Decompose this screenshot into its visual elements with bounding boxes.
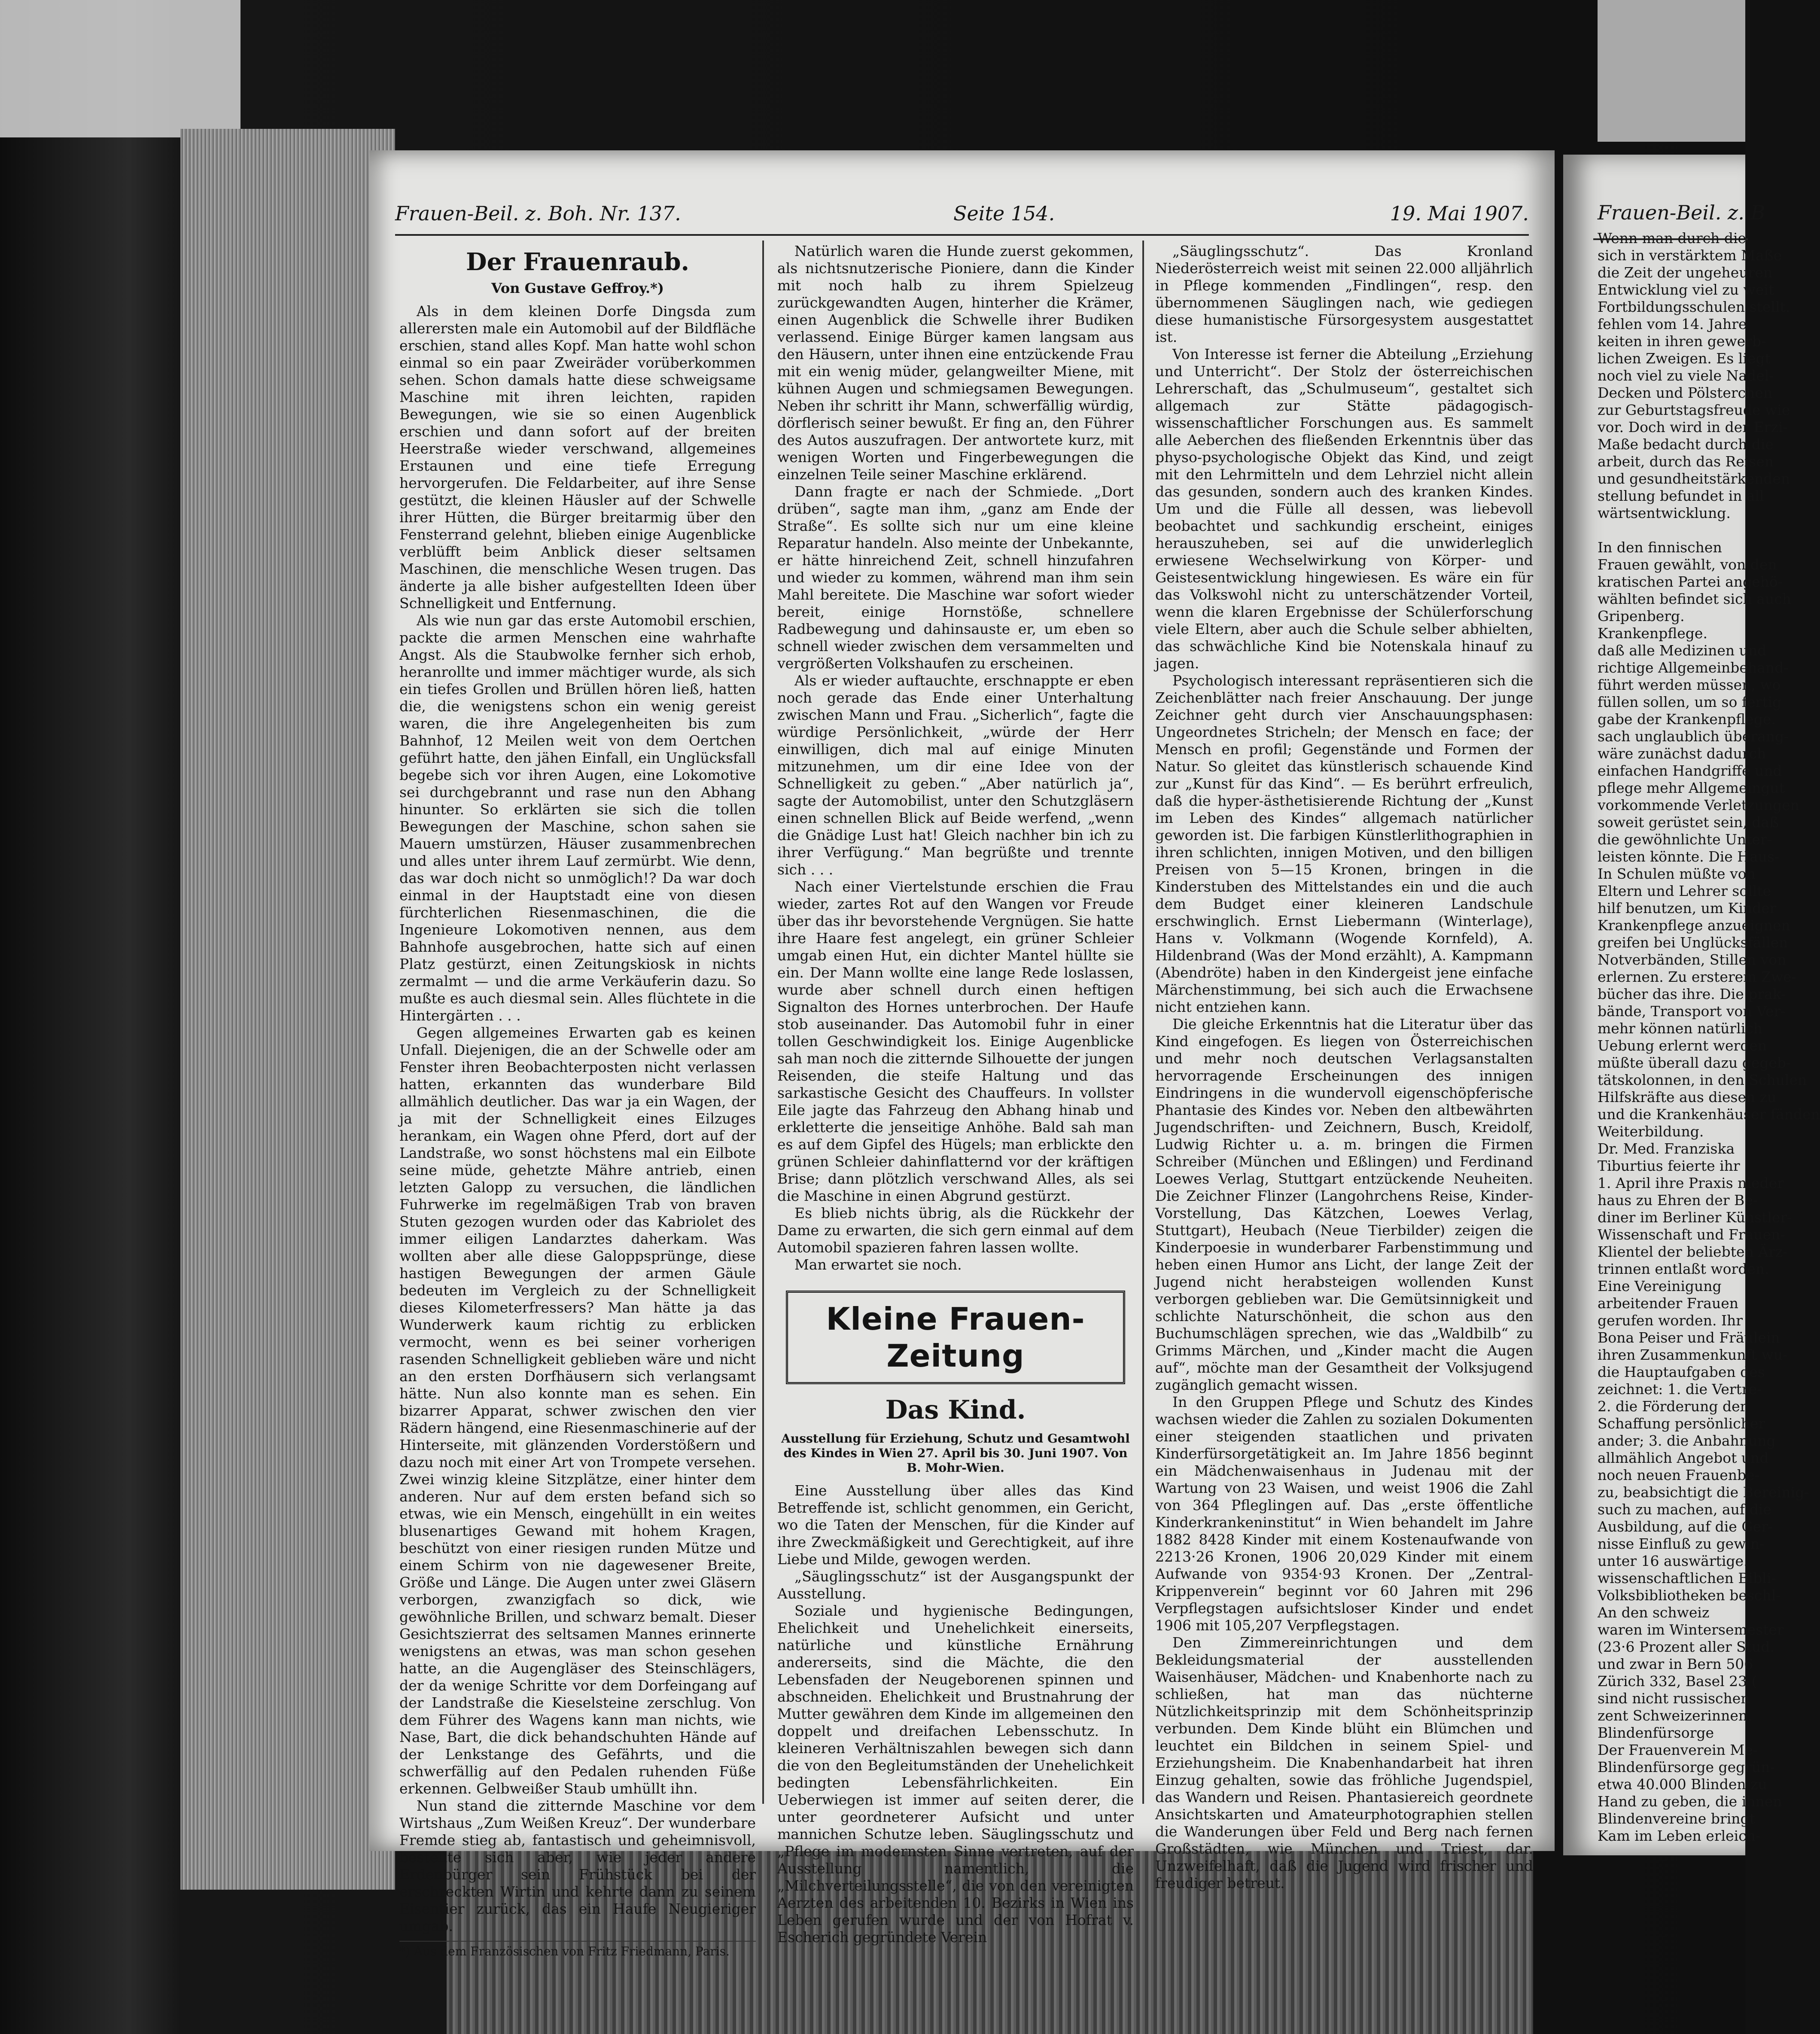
next-page-line: noch neuen Frauenbe- [1598, 1467, 1759, 1483]
next-page-line: Tiburtius feierte ihr [1598, 1157, 1740, 1174]
next-page-line: Blindenfürsorge gegrün- [1598, 1759, 1775, 1775]
next-page-line: leisten könnte. Die Haus- [1598, 848, 1780, 865]
paragraph: Soziale und hygienische Bedingungen, Ehelichkeit und Unehelichkeit einerseits, natürliche und künstliche Ernährung andererseits, sind die Mächte, die den Lebensfaden der Neugeborenen spinnen und abschneiden. Ehelichkeit und Brustnahrung der Mutter gewähren dem Kinde im allgemeinen den doppelt und dreifachen Lebensschutz. In kleineren Verhältniszahlen bewegen sich dann die von den Begleitumständen der Unehelichkeit bedingten Lebensfährlichkeiten. Ein Ueberwiegen ist immer auf seiten derer, die unter geordneterer Aufsicht und unter mannichen Schutze leben. Säuglingsschutz und „Pflege im modernsten Sinne vertreten, auf der Ausstellung namentlich, die „Milchverteilungsstelle“, die von den vereinigten Aerzten des arbeitenden 10. Bezirks in Wien ins Leben gerufen wurde und der von Hofrat v. Escherich gegründete Verein [777, 1602, 1134, 1946]
next-page-line: Decken und Pölsterchen [1598, 384, 1773, 401]
article-subtitle: Ausstellung für Erziehung, Schutz und Gesamtwohl des Kindes in Wien 27. April bis 30. Juni 1907. Von B. Mohr-Wien. [781, 1431, 1130, 1475]
next-page-line: Blindenfürsorge [1598, 1724, 1714, 1741]
next-page-line: Uebung erlernt werden [1598, 1037, 1767, 1054]
paragraph: Als in dem kleinen Dorfe Dingsda zum allerersten male ein Automobil auf der Bildfläche erschien, stand alles Kopf. Man hatte wohl schon einmal so ein paar Zweiräder vorüberkommen sehen. Schon damals hatte diese schweigsame Maschine mit ihren leichten, rapiden Bewegungen, wie sie so einen Augenblick erschien und dann sofort auf der breiten Heerstraße wieder verschwand, allgemeines Erstaunen und eine tiefe Erregung hervorgerufen. Die Feldarbeiter, auf ihre Sense gestützt, die kleinen Häusler auf der Schwelle ihrer Hütten, die Bürger breitarmig über den Fensterrand gelehnt, blieben einige Augenblicke verblüfft beim Anblick dieser seltsamen Maschinen, die menschliche Wesen trugen. Das änderte ja alle bisher aufgestellten Ideen über Schnelligkeit und Entfernung. [399, 303, 756, 612]
next-page-line: Bona Peiser und Fräulein [1598, 1329, 1780, 1346]
next-page-line: Gripenberg. [1598, 608, 1685, 624]
next-page-line: die gewöhnlichte Unter- [1598, 831, 1772, 848]
paragraph: Von Interesse ist ferner die Abteilung „Erziehung und Unterricht“. Der Stolz der österreichischen Lehrerschaft, das „Schulmuseum“, gestaltet sich allgemach zur Stätte pädagogisch-wissenschaftlicher Forschungen aus. Es sammelt alle Aeberchen des fließenden Erkenntnis über das physo-psychologische Objekt das Kind, und zeigt mit den Lehrmitteln und dem Lehrziel nicht allein das gesunden, sondern auch des kranken Kindes. Um und die Fülle all dessen, was liebevoll beobachtet und sachkundig erscheint, einiges herauszuheben, sei auf die unwiderleglich erwiesene Wechselwirkung von Körper- und Geistesentwicklung hingewiesen. Es wäre ein für das Volkswohl nicht zu unterschätzender Vorteil, wenn die klaren Ergebnisse der Schülerforschung viele Eltern, aber auch die Schule selber abhielten, das schwächliche Kind bie Notenskala hinauf zu jagen. [1155, 346, 1533, 672]
column-2 [777, 243, 1134, 1946]
next-page-line: und gesundheitstärkenden [1598, 470, 1790, 487]
page-header [395, 202, 1529, 232]
next-page-line: sind nicht russischen [1598, 1690, 1750, 1707]
next-page-line: Hilfskräfte aus diesen zu [1598, 1089, 1777, 1105]
next-page-fragment [1563, 155, 1820, 1855]
header-page-number: Seite 154. [953, 202, 1055, 225]
next-page-line: trinnen entlaßt worden. [1598, 1261, 1769, 1277]
next-page-line: Dr. Med. Franziska [1598, 1140, 1735, 1157]
book-page-edges [180, 129, 395, 1890]
next-page-line: pflege mehr Allgemeingut [1598, 779, 1785, 796]
next-page-line: fehlen vom 14. Jahre [1598, 316, 1747, 332]
next-page-line: Hand zu geben, die ihnen [1598, 1793, 1782, 1810]
next-page-line: greifen bei Unglücksfällen [1598, 934, 1788, 951]
next-page-line: die Hauptaufgaben des [1598, 1364, 1765, 1380]
next-page-line: etwa 40.000 Blinden zu [1598, 1776, 1767, 1793]
next-page-line: keiten in ihren gewerb- [1598, 333, 1766, 350]
paragraph: Den Zimmereinrichtungen und dem Bekleidungsmaterial der ausstellenden Waisenhäuser, Mädchen- und Knabenhorte nach zu schließen, hat man das nüchterne Nützlichkeitsprinzip mit dem Schönheitsprinzip verbunden. Dem Kinde blüht ein Blümchen und leuchtet ein Bildchen in seinem Spiel- und Erziehungsheim. Die Knabenhandarbeit hat ihren Einzug gehalten, sowie das fröhliche Jugendspiel, das Wandern und Reisen. Phantasiereich geordnete Ansichtskarten und Amateurphotographien stellen die Wanderungen über Feld und Berg nach fernen Großstädten, wie München und Triest, dar. Unzweifelhaft, daß die Jugend wird frischer und freudiger betreut. [1155, 1634, 1533, 1891]
next-page-line: sich in verstärktem Maße [1598, 247, 1782, 264]
next-page-line: Schaffung persönlicher [1598, 1415, 1765, 1432]
header-publication: Frauen-Beil. z. Boh. Nr. 137. [395, 202, 681, 225]
next-page-line: Eltern und Lehrer sollte [1598, 883, 1771, 899]
next-page-line: vor. Doch wird in der Erzi- [1598, 419, 1788, 435]
newspaper-page [369, 150, 1555, 1958]
paragraph: Nun stand die zitternde Maschine vor dem Wirtshaus „Zum Weißen Kreuz“. Der wunderbare Fremde stieg ab, fantastisch und geheimnisvoll, bestellte sich aber, wie jeder andere Erdenbürger sein Frühstück bei der erschreckten Wirtin und kehrte dann zu seinem Eisentier zurück, das ein Haufe Neugieriger umgab. [399, 1797, 756, 1934]
next-page-line: diner im Berliner Künstler- [1598, 1209, 1792, 1226]
article-byline: Von Gustave Geffroy.*) [491, 280, 664, 296]
next-page-line: und die Krankenhäuser fänden [1598, 1106, 1820, 1123]
next-page-line: gabe der Krankenpflege. [1598, 711, 1776, 728]
next-page-line: Volksbibliotheken beschl- [1598, 1587, 1781, 1604]
next-page-line: unter 16 auswärtige. [1598, 1553, 1748, 1569]
column-divider [762, 241, 764, 1804]
next-page-line: allmählich Angebot und [1598, 1449, 1769, 1466]
next-page-line: Maße bedacht durch die [1598, 436, 1774, 453]
next-page-line: bücher das ihre. Die prak- [1598, 986, 1786, 1002]
next-page-line: nisse Einfluß zu gewin- [1598, 1535, 1765, 1552]
next-page-line: zeichnet: 1. die Vertre- [1598, 1381, 1762, 1398]
next-page-line: die Zeit der ungeheuren [1598, 264, 1773, 281]
next-page-line: und zwar in Bern 506 [1598, 1656, 1753, 1672]
paragraph: Dann fragte er nach der Schmiede. „Dort drüben“, sagte man ihm, „ganz am Ende der Straße“. Es sollte sich nur um eine kleine Reparatur handeln. Also meinte der Unbekannte, er hätte hinreichend Zeit, schnell hinzufahren und wieder zu kommen, während man ihm sein Mahl bereitete. Die Maschine war sofort wieder bereit, einige Hornstöße, schnellere Radbewegung und dahinsauste er, um eben so schnell wieder zwischen dem versammelten und vergrößerten Volkshaufen zu erscheinen. [777, 483, 1134, 672]
next-page-line: gerufen worden. Ihr [1598, 1312, 1743, 1329]
next-page-line: Frauen gewählt, von den [1598, 556, 1777, 573]
next-page-line: wählten befindet sich auch [1598, 591, 1791, 607]
background-patch-right [1598, 0, 1745, 142]
next-page-line: füllen sollen, um so fertig [1598, 694, 1782, 710]
next-page-line: In Schulen müßte von [1598, 865, 1756, 882]
next-page-line: arbeit, durch das Reisen [1598, 453, 1774, 470]
paragraph: Natürlich waren die Hunde zuerst gekommen, als nichtsnutzerische Pioniere, dann die Kinder mit noch halb zu ihrem Spielzeug zurückgewandten Augen, hinterher die Krämer, einen Augenblick die Schwelle ihrer Budiken verlassend. Einige Bürger kamen langsam aus den Häusern, unter ihnen eine entzückende Frau mit ein wenig müder, gelangweilter Miene, mit kühnen Augen und schmiegsamen Bewegungen. Neben ihr schritt ihr Mann, schwerfällig würdig, dörflerisch seiner bewußt. Er fing an, den Führer des Autos auszufragen. Der antwortete kurz, mit wenigen Worten und Fingerbewegungen die einzelnen Teile seiner Maschine erklärend. [777, 243, 1134, 483]
next-page-line: soweit gerüstet sein, daß [1598, 814, 1779, 831]
paragraph: „Säuglingsschutz“ ist der Ausgangspunkt der Ausstellung. [777, 1568, 1134, 1602]
paragraph: Man erwartet sie noch. [794, 1256, 962, 1273]
next-page-line: müßte überall dazu gegeb- [1598, 1054, 1791, 1071]
next-page-line: wäre zunächst dadurch [1598, 745, 1766, 762]
paragraph: Eine Ausstellung über alles das Kind Betreffende ist, schlicht genommen, ein Gericht, wo die Taten der Menschen, für die Kinder auf ihre Zweckmäßigkeit und Gerechtigkeit, auf ihre Liebe und Milde, gewogen werden. [777, 1482, 1134, 1568]
next-page-line: wärtsentwicklung. [1598, 505, 1731, 521]
next-page-line: mehr können natürlich [1598, 1020, 1763, 1037]
next-page-line: daß alle Medizinen und [1598, 642, 1767, 659]
paragraph: „Säuglingsschutz“. Das Kronland Niederösterreich weist mit seinen 22.000 alljährlich in Pflege kommenden „Findlingen“, resp. den übernommenen Säuglingen nach, wie gediegen diese humanistische Fürsorgesystem ausgestattet ist. [1155, 243, 1533, 345]
next-page-line: noch viel zu viele Nadel- [1598, 367, 1774, 384]
next-page-line: Krankenpflege anzueignen [1598, 917, 1790, 934]
next-page-line: Weiterbildung. [1598, 1123, 1704, 1140]
next-page-line: zu, beabsichtigt die Bereinig- [1598, 1484, 1809, 1501]
next-page-line: Der Frauenverein Me- [1598, 1742, 1758, 1758]
paragraph: Psychologisch interessant repräsentieren sich die Zeichenblätter nach freier Anschauung. Der junge Zeichner geht durch vier Anschauungsphasen: Ungeordnetes Stricheln; der Mensch en face; der Mensch en profil; Gegenstände und Formen der Natur. So gleitet das künstlerisch schauende Kind zur „Kunst für das Kind“. — Es berührt erfreulich, daß die hyper-ästhetisierende Richtung der „Kunst im Leben des Kindes“ allgemach natürlicher geworden ist. Die farbigen Künstlerlithographien in ihren schlichten, innigen Motiven, und den billigen Preisen von 5—15 Kronen, bringen in die Kinderstuben des Mittelstandes ein und die auch dem Budget einer kleineren Landschule erschwinglich. Ernst Liebermann (Winterlage), Hans v. Volkmann (Wogende Kornfeld), A. Hildenbrand (Was der Mond erzählt), A. Kampmann (Abendröte) haben in den Kindergeist jene einfache Märchenstimmung, bei sich auch die Erwachsene nicht entziehen kann. [1155, 672, 1533, 1015]
paragraph: Die gleiche Erkenntnis hat die Literatur über das Kind eingefogen. Es liegen von Österreichischen und mehr noch deutschen Verlagsanstalten hervorragende Erscheinungen des innigen Eindringens in die wundervoll eigenschöpferische Phantasie des Kindes vor. Neben den altbewährten Jugendschriften- und Zeichnern, Busch, Kreidolf, Ludwig Richter u. a. m. bringen die Firmen Schreiber (München und Eßlingen) und Ferdinand Loewes Verlag, Stuttgart entzückende Neuheiten. Die Zeichner Flinzer (Langohrchens Reise, Kinder-Vorstellung, Das Kätzchen, Loewes Verlag, Stuttgart), Heubach (Neue Tierbilder) zeigen die Kinderpoesie in wunderbarer Farbenstimmung und heben einen Humor ans Licht, der lange Zeit der Jugend nicht herabsteigen wollenden Kunst verborgen geblieben war. Die Gemütsinnigkeit und schlichte Naturschönheit, die schon aus den Buchumschlägen sprechen, wie das „Waldbilb“ zu Grimms Märchen, und „Kinder macht die Augen auf“, möchte man der Gesamtheit der Volksjugend zugänglich gemacht wissen. [1155, 1016, 1533, 1393]
next-page-line: Notverbänden, Stillen von [1598, 951, 1787, 968]
next-page-line: Kam im Leben erleich- [1598, 1827, 1761, 1844]
next-page-line: vorkommende Verletzungen [1598, 797, 1799, 813]
next-page-line: lichen Zweigen. Es liegt [1598, 350, 1771, 367]
next-page-line: kratischen Partei angehö- [1598, 573, 1783, 590]
header-date: 19. Mai 1907. [1390, 202, 1529, 225]
next-page-line: arbeitender Frauen [1598, 1295, 1739, 1312]
next-page-line: 2. die Förderung der [1598, 1398, 1747, 1415]
next-page-line: wissenschaftlichen Bibli- [1598, 1570, 1776, 1586]
next-page-line: zur Geburtstagsfreude wie [1598, 402, 1790, 418]
next-page-line: Zürich 332, Basel 23 ( [1598, 1673, 1757, 1690]
next-page-line: Wissenschaft und Frauen- [1598, 1226, 1785, 1243]
next-page-line: führt werden müssen, wo [1598, 676, 1781, 693]
next-page-line: ander; 3. die Anbahnung [1598, 1432, 1776, 1449]
paragraph: Als wie nun gar das erste Automobil erschien, packte die armen Menschen eine wahrhafte Angst. Als die Staubwolke fernher sich erhob, heranrollte und immer mächtiger wurde, als sich ein tiefes Grollen und Brüllen hören ließ, hatten die, die wenigstens schon ein wenig gereist waren, die ihre Angelegenheiten bis zum Bahnhof, 12 Meilen weit von dem Oertchen geführt hatte, den jähen Einfall, ein Unglücksfall begebe sich vor ihren Augen, eine Lokomotive sei durchgebrannt und rase nun den Abhang hinunter. So erklärten sie sich die tollen Bewegungen der Maschine, schon sahen sie Mauern umstürzen, Häuser zusammenbrechen und alles unter ihrem Lauf zermürbt. Wie denn, das war doch nicht so unmöglich!? Da war doch einmal in der Hauptstadt eine von diesen fürchterlichen Riesenmaschinen, die die Ingenieure Lokomotiven nennen, aus dem Bahnhofe ausgebrochen, hatte sich auf einen Platz gestürzt, einen Zeitungskiosk in nichts zermalmt — und die arme Verkäuferin dazu. So mußte es auch diesmal sein. Alles flüchtete in die Hintergärten . . . [399, 612, 756, 1024]
next-page-line: haus zu Ehren der Be- [1598, 1192, 1758, 1209]
next-page-line: Klientel der beliebten Ärz- [1598, 1243, 1788, 1260]
footnote: *) Aus dem Französischen von Fritz Friedmann, Paris. [399, 1941, 756, 1959]
next-page-line: hilf benutzen, um Kinder [1598, 900, 1777, 917]
next-page-header: Frauen-Beil. z. B [1598, 201, 1765, 224]
next-page-line: zent Schweizerinnen. [1598, 1707, 1752, 1724]
paragraph: Als er wieder auftauchte, erschnappte er eben noch gerade das Ende einer Unterhaltung zwischen Mann und Frau. „Sicherlich“, fagte die würdige Persönlichkeit, „würde der Herr einwilligen, dich mal auf einige Minuten mitzunehmen, um dir eine Idee von der Schnelligkeit zu geben.“ „Aber natürlich ja“, sagte der Automobilist, unter den Schutzgläsern einen schnellen Blick auf Beide werfend, „wenn die Gnädige Lust hat! Gleich nachher bin ich zu ihrer Verfügung.“ Man begrüßte und trennte sich . . . [777, 672, 1134, 878]
next-page-line: 1. April ihre Praxis nieder [1598, 1175, 1784, 1191]
next-page-line: erlernen. Zu ersterem Zwe- [1598, 968, 1796, 985]
background-patch-left [0, 0, 240, 137]
next-page-line: einfachen Handgriffe und [1598, 762, 1782, 779]
next-page-line: Entwicklung viel zu weit [1598, 281, 1774, 298]
article-title: Das Kind. [885, 1395, 1026, 1425]
next-page-line: Krankenpflege. [1598, 625, 1707, 642]
next-page-line: An den schweiz [1598, 1604, 1710, 1621]
column-3 [1155, 243, 1533, 1891]
header-divider [395, 234, 1529, 236]
next-page-line: richtige Allgemeinbehand- [1598, 659, 1789, 676]
next-page-line: ihren Zusammenkunft wu- [1598, 1346, 1788, 1363]
next-page-line: Blindenvereine bringt [1598, 1810, 1755, 1827]
next-page-line [1598, 522, 1744, 539]
paragraph: Gegen allgemeines Erwarten gab es keinen Unfall. Diejenigen, die an der Schwelle oder am Fenster ihren Beobachterposten nicht verlassen hatten, erkannten das wunderbare Bild allmählich deutlicher. Das war ja ein Wagen, der ja mit der Schnelligkeit eines Eilzuges herankam, ein Wagen ohne Pferd, dort auf der Landstraße, wo sonst höchstens mal ein Eilbote seine müde, gehetzte Mähre antrieb, einen letzten Galopp zu versuchen, die ländlichen Fuhrwerke im regelmäßigen Trab von braven Stuten gezogen wurden oder das Kabriolet des immer eiligen Landarztes daherkam. Was wollten aber alle diese Galoppsprünge, diese hastigen Bewegungen der armen Gäule bedeuten im Vergleich zu der Schnelligkeit dieses Kilometerfressers? Man hätte ja das Wunderwerk kaum richtig zu erblicken vermocht, wenn es bei seiner vorherigen rasenden Schnelligkeit geblieben wäre und nicht an den ersten Dorfhäusern sich verlangsamt hätte. Nun also konnte man es sehen. Ein bizarrer Apparat, schwer zwischen den vier Rädern hängend, eine Riesenmaschinerie auf der Hinterseite, mit glänzenden Vorderstößern und dazu noch mit einer Art von Trompete versehen. Zwei winzig kleine Sitzplätze, einer hinter dem anderen. Nur auf dem ersten befand sich so etwas, wie ein Mensch, eingehüllt in ein weites blusenartiges Gewand mit hohem Kragen, beschützt von einer riesigen runden Mütze und einem Schirm von nie dagewesener Breite, Größe und Länge. Die Augen unter zwei Gläsern verborgen, zwanzigfach so dick, wie gewöhnliche Brillen, und schwarz bemalt. Dieser Gesichtszierrat des seltsamen Mannes erinnerte wenigstens an etwas, was man schon gesehen hatte, an die Augengläser des Steinschlägers, der da wenige Schritte vor dem Dorfeingang auf der Landstraße die Kieselsteine zerschlug. Von dem Führer des Wagens kann man nichts, wie Nase, Bart, die dick behandschuhten Hände auf der Lenkstange des Gefährts, und die schwerfällig auf den Pedalen ruhenden Füße erkennen. Gelbweißer Staub umhüllt ihn. [399, 1024, 756, 1797]
next-page-line: sach unglaublich überang- [1598, 728, 1789, 745]
article-title: Der Frauenraub. [466, 248, 689, 276]
next-page-text [1598, 201, 1820, 1845]
next-page-line: (23·6 Prozent aller Stud. [1598, 1638, 1774, 1655]
column-1 [399, 243, 756, 1958]
next-page-line: Ausbildung, auf die Ger- [1598, 1518, 1773, 1535]
section-banner: Kleine Frauen-Zeitung [786, 1291, 1125, 1384]
next-page-line: Fortbildungsschulen stellt. [1598, 298, 1790, 315]
paragraph: Nach einer Viertelstunde erschien die Frau wieder, zartes Rot auf den Wangen vor Freude über das ihr bevorstehende Vergnügen. Sie hatte ihre Haare fest angelegt, ein grüner Schleier umgab einen Hut, ein dichter Mantel hüllte sie ein. Der Mann wollte eine lange Rede loslassen, wurde aber schnell durch einen heftigen Signalton des Hornes unterbrochen. Der Haufe stob auseinander. Das Automobil fuhr in einer tollen Geschwindigkeit los. Einige Augenblicke sah man noch die zitternde Silhouette der jungen Reisenden, die steife Haltung und das sarkastische Gesicht des Chauffeurs. In vollster Eile jagte das Fahrzeug den Abhang hinab und erkletterte die jenseitige Anhöhe. Bald sah man es auf dem Gipfel des Hügels; man erblickte den grünen Schleier dahinflatternd vor der kräftigen Brise; dann plötzlich verschwand Alles, als sei die Maschine in einen Abgrund gestürzt. [777, 878, 1134, 1204]
paragraph: In den Gruppen Pflege und Schutz des Kindes wachsen wieder die Zahlen zu sozialen Dokumenten einer steigenden staatlichen und privaten Kinderfürsorgetätigkeit an. Im Jahre 1856 beginnt ein Mädchenwaisenhaus in Judenau mit der Wartung von 23 Waisen, und weist 1906 die Zahl von 364 Pfleglingen auf. Das „erste öffentliche Kinderkrankeninstitut“ in Wien behandelt im Jahre 1882 8428 Kinder mit einem Kostenaufwande von 2213·26 Kronen, 1906 20,029 Kinder mit einem Aufwande von 9354·93 Kronen. Der „Zentral-Krippenverein“ beginnt vor 60 Jahren mit 296 Verpflegstagen aufsichtsloser Kinder und endet 1906 mit 105,207 Verpflegstagen. [1155, 1394, 1533, 1634]
next-page-line: stellung befundet in all [1598, 487, 1764, 504]
paragraph: Es blieb nichts übrig, als die Rückkehr der Dame zu erwarten, die sich gern einmal auf dem Automobil spazieren fahren lassen wollte. [777, 1205, 1134, 1256]
next-page-line: tätskolonnen, in den Schulen [1598, 1072, 1807, 1088]
column-divider [1142, 241, 1144, 1804]
next-page-line: bände, Transport von Ver- [1598, 1003, 1786, 1020]
next-page-line: waren im Wintersemester [1598, 1621, 1784, 1638]
next-page-line: Wenn man durch die [1598, 230, 1747, 247]
next-page-line: In den finnischen [1598, 539, 1722, 556]
next-page-line: Eine Vereinigung [1598, 1278, 1722, 1294]
next-page-line: such zu machen, auf die [1598, 1501, 1771, 1518]
